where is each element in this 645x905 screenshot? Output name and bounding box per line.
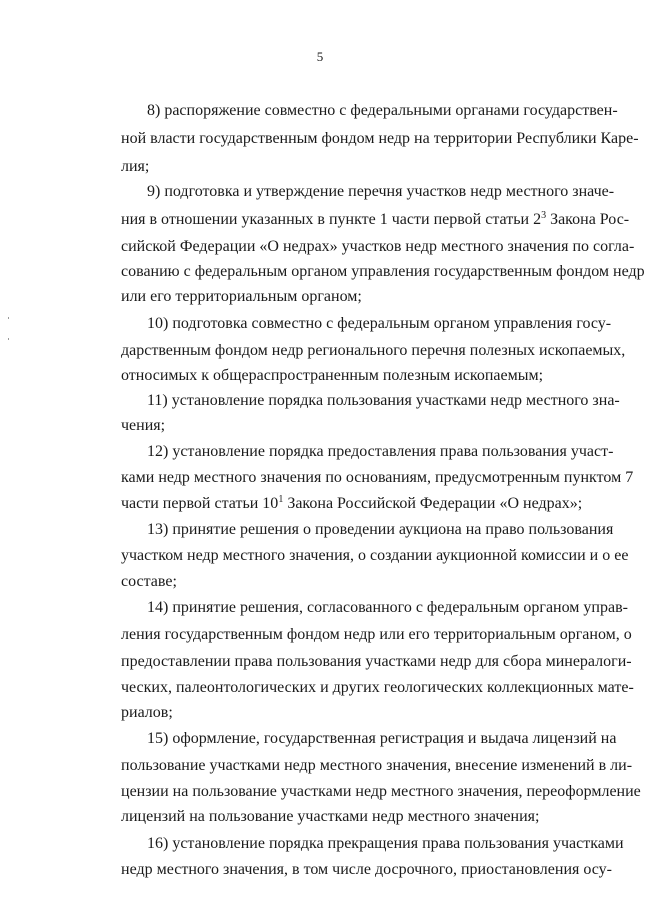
item-10-line-2: дарственным фондом недр регионального перечня полезных ископаемых, xyxy=(121,342,626,359)
superscript-marker: 1 xyxy=(278,494,284,505)
item-9-line-2 xyxy=(121,210,630,229)
item-13-line-1: 13) принятие решения о проведении аукциона на право пользования xyxy=(147,521,614,538)
item-9-line-4: сованию с федеральным органом управления государственным фондом недр xyxy=(121,263,645,280)
item-15-line-3: цензии на пользование участками недр местного значения, переоформление xyxy=(121,783,641,800)
scan-mark xyxy=(8,317,9,319)
item-8-line-3: лия; xyxy=(121,158,150,175)
item-13-line-2: участком недр местного значения, о создании аукционной комиссии и о ее xyxy=(121,547,629,564)
item-14-line-1: 14) принятие решения, согласованного с федеральным органом управ- xyxy=(147,599,628,616)
item-15-line-2: пользование участками недр местного значения, внесение изменений в ли- xyxy=(121,757,633,774)
item-9-line-3: сийской Федерации «О недрах» участков недр местного значения по согла- xyxy=(121,238,635,255)
item-9-line-2-text: ния в отношении указанных в пункте 1 части первой статьи 2 xyxy=(121,211,542,228)
item-10-line-1: 10) подготовка совместно с федеральным органом управления госу- xyxy=(147,315,612,332)
item-14-line-4: ческих, палеонтологических и других геологических коллекционных мате- xyxy=(121,679,634,696)
item-12-line-3-tail: Закона Российской Федерации «О недрах»; xyxy=(283,495,583,512)
item-15-line-4: лицензий на пользование участками недр местного значения; xyxy=(121,808,540,825)
item-10-line-3: относимых к общераспространенным полезным ископаемым; xyxy=(121,367,544,384)
item-14-line-5: риалов; xyxy=(121,704,173,721)
item-12-line-1: 12) установление порядка предоставления права пользования участ- xyxy=(147,443,614,460)
item-14-line-2: ления государственным фондом недр или его территориальным органом, о xyxy=(121,626,632,643)
item-15-line-1: 15) оформление, государственная регистрация и выдача лицензий на xyxy=(147,730,617,747)
item-12-line-3 xyxy=(121,494,598,513)
scan-mark xyxy=(8,338,9,340)
page-number: 5 xyxy=(316,49,324,64)
item-9-line-5: или его территориальным органом; xyxy=(121,288,362,305)
item-8-line-1: 8) распоряжение совместно с федеральными органами государствен- xyxy=(147,102,618,119)
item-16-line-2: недр местного значения, в том числе досрочного, приостановления осу- xyxy=(121,861,612,878)
superscript-marker: 3 xyxy=(541,210,547,221)
item-11-line-1: 11) установление порядка пользования участками недр местного зна- xyxy=(147,392,620,409)
item-9-line-1: 9) подготовка и утверждение перечня участков недр местного значе- xyxy=(147,183,615,200)
item-11-line-2: чения; xyxy=(121,417,166,434)
item-12-line-3-text: части первой статьи 10 xyxy=(121,495,279,512)
item-8-line-2: ной власти государственным фондом недр на территории Республики Каре- xyxy=(121,130,639,147)
item-13-line-3: составе; xyxy=(121,573,177,590)
item-14-line-3: предоставлении права пользования участками недр для сбора минералоги- xyxy=(121,653,632,670)
item-9-line-2-tail: Закона Рос- xyxy=(546,211,630,228)
item-12-line-2: ками недр местного значения по основаниям, предусмотренным пунктом 7 xyxy=(121,469,634,486)
item-16-line-1: 16) установление порядка прекращения права пользования участками xyxy=(147,835,624,852)
